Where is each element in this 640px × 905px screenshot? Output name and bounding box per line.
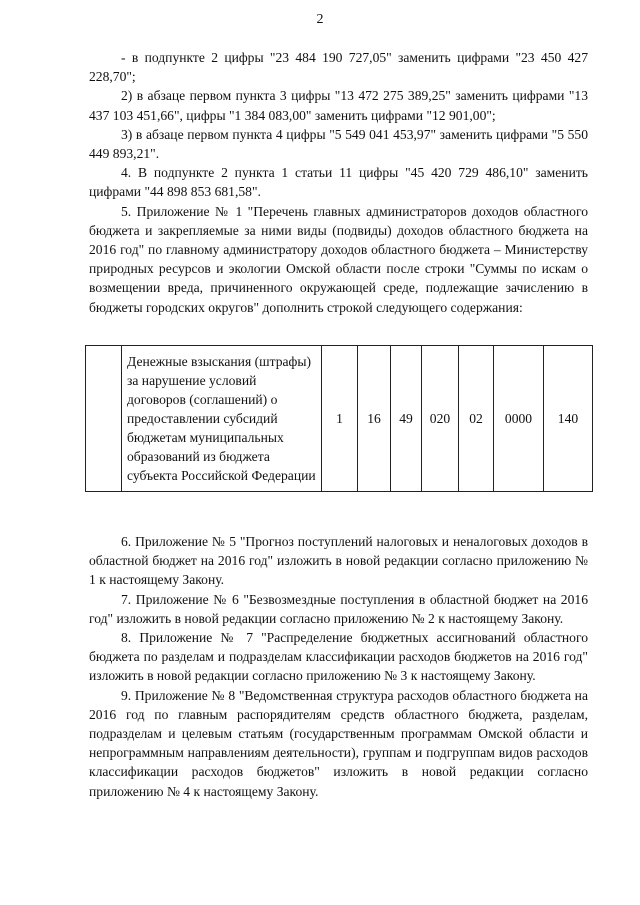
- page-number: 2: [316, 12, 324, 27]
- paragraph: 7. Приложение № 6 "Безвозмездные поступления в областной бюджет на 2016 год" изложить в новой редакции согласно приложению № 2 к настоящему Закону.: [89, 591, 588, 626]
- table-cell-code: 16: [358, 346, 391, 492]
- insert-table-wrapper: [85, 345, 592, 492]
- text-block-top: [89, 48, 588, 317]
- table-cell-code: 020: [422, 346, 459, 492]
- table-cell-code: 140: [544, 346, 593, 492]
- table-row: [86, 346, 593, 492]
- paragraph: 8. Приложение № 7 "Распределение бюджетных ассигнований областного бюджета по разделам и подразделам классификации расходов бюджетов на 2016 год" изложить в новой редакции согласно приложению № 3 к настоящему Закону.: [89, 630, 588, 684]
- insert-table: [85, 345, 593, 492]
- paragraph: 4. В подпункте 2 пункта 1 статьи 11 цифры "45 420 729 486,10" заменить цифрами "44 898 853 681,58".: [89, 165, 588, 200]
- table-cell-code: 1: [322, 346, 358, 492]
- paragraph: 5. Приложение № 1 "Перечень главных администраторов доходов областного бюджета и закрепляемые за ними виды (подвиды) доходов областного бюджета на 2016 год" по главному администратору доходов областного бюджета – Министерству природных ресурсов и экологии Омской области после строки "Суммы по искам о возмещении вреда, причиненного окружающей среде, подлежащие зачислению в бюджеты городских округов" дополнить строкой следующего содержания:: [89, 203, 588, 315]
- paragraph: 6. Приложение № 5 "Прогноз поступлений налоговых и неналоговых доходов в областной бюджет на 2016 год" изложить в новой редакции согласно приложению № 1 к настоящему Закону.: [89, 534, 588, 588]
- text-block-bottom: [89, 532, 588, 801]
- paragraph: 2) в абзаце первом пункта 3 цифры "13 472 275 389,25" заменить цифрами "13 437 103 451,66", цифры "1 384 083,00" заменить цифрами "12 901,00";: [89, 88, 588, 123]
- table-cell-code: 0000: [494, 346, 544, 492]
- table-cell-description: Денежные взыскания (штрафы) за нарушение условий договоров (соглашений) о предоставлении субсидий бюджетам муниципальных образований из бюджета субъекта Российской Федерации: [122, 346, 322, 492]
- paragraph: 9. Приложение № 8 "Ведомственная структура расходов областного бюджета на 2016 год по главным распорядителям средств областного бюджета, разделам, подразделам и целевым статьям (государственным программам Омской области и непрограммным направлениям деятельности), группам и подгруппам видов расходов классификации расходов бюджетов" изложить в новой редакции согласно приложению № 4 к настоящему Закону.: [89, 687, 588, 799]
- table-cell-empty: [86, 346, 122, 492]
- table-cell-code: 49: [391, 346, 422, 492]
- table-cell-code: 02: [459, 346, 494, 492]
- paragraph: - в подпункте 2 цифры "23 484 190 727,05" заменить цифрами "23 450 427 228,70";: [89, 50, 588, 85]
- paragraph: 3) в абзаце первом пункта 4 цифры "5 549 041 453,97" заменить цифрами "5 550 449 893,21".: [89, 126, 588, 162]
